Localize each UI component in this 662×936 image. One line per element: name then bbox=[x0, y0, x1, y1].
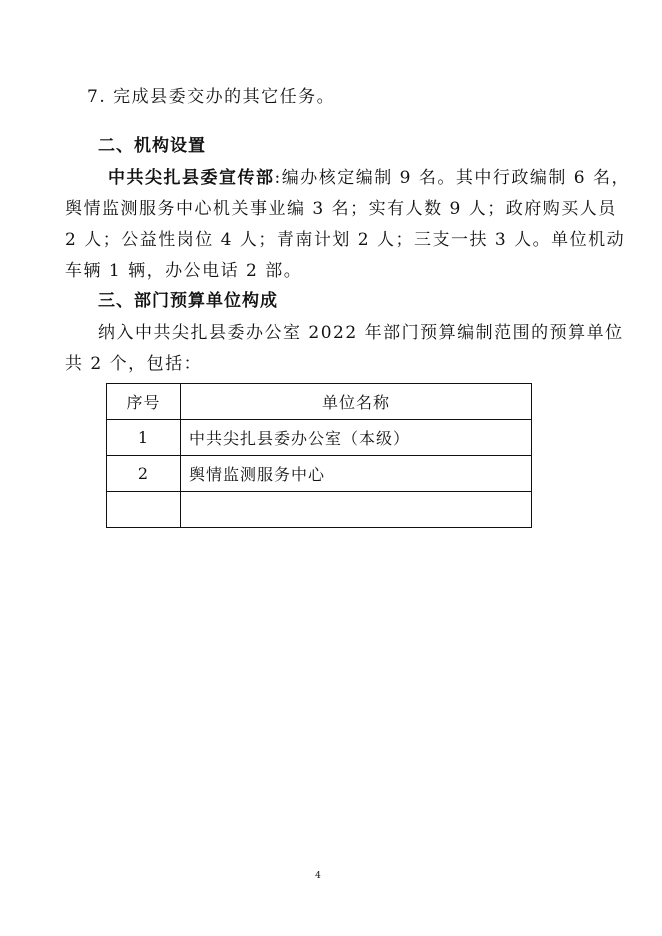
header-serial-number: 序号 bbox=[107, 384, 181, 420]
org-name: 中共尖扎县委宣传部 bbox=[108, 168, 275, 188]
cell-serial-number: 2 bbox=[107, 456, 181, 492]
table-row bbox=[107, 420, 532, 456]
structure-paragraph-line-4: 车辆 1 辆，办公电话 2 部。 bbox=[65, 261, 303, 281]
table-header-row bbox=[107, 384, 532, 420]
cell-unit-name: 中共尖扎县委办公室（本级） bbox=[181, 420, 532, 456]
budget-units-table bbox=[106, 383, 532, 528]
section-heading-structure: 二、机构设置 bbox=[98, 136, 206, 156]
table-row bbox=[107, 492, 532, 528]
structure-paragraph-line-2: 舆情监测服务中心机关事业编 3 名；实有人数 9 人；政府购买人员 bbox=[65, 199, 617, 219]
budget-units-paragraph-line-2: 共 2 个，包括： bbox=[65, 354, 203, 374]
task-item-7: 7. 完成县委交办的其它任务。 bbox=[87, 87, 336, 107]
cell-serial-number bbox=[107, 492, 181, 528]
cell-unit-name: 舆情监测服务中心 bbox=[181, 456, 532, 492]
cell-unit-name bbox=[181, 492, 532, 528]
table-row bbox=[107, 456, 532, 492]
section-heading-budget-units: 三、部门预算单位构成 bbox=[98, 291, 278, 311]
structure-paragraph-line-1 bbox=[108, 170, 630, 187]
structure-paragraph-line-3: 2 人；公益性岗位 4 人；青南计划 2 人；三支一扶 3 人。单位机动 bbox=[65, 230, 626, 250]
structure-text-1: :编办核定编制 9 名。其中行政编制 6 名， bbox=[274, 168, 630, 188]
header-unit-name: 单位名称 bbox=[181, 384, 532, 420]
budget-units-paragraph-line-1: 纳入中共尖扎县委办公室 2022 年部门预算编制范围的预算单位 bbox=[98, 323, 624, 343]
cell-serial-number: 1 bbox=[107, 420, 181, 456]
page-number: 4 bbox=[315, 871, 321, 881]
